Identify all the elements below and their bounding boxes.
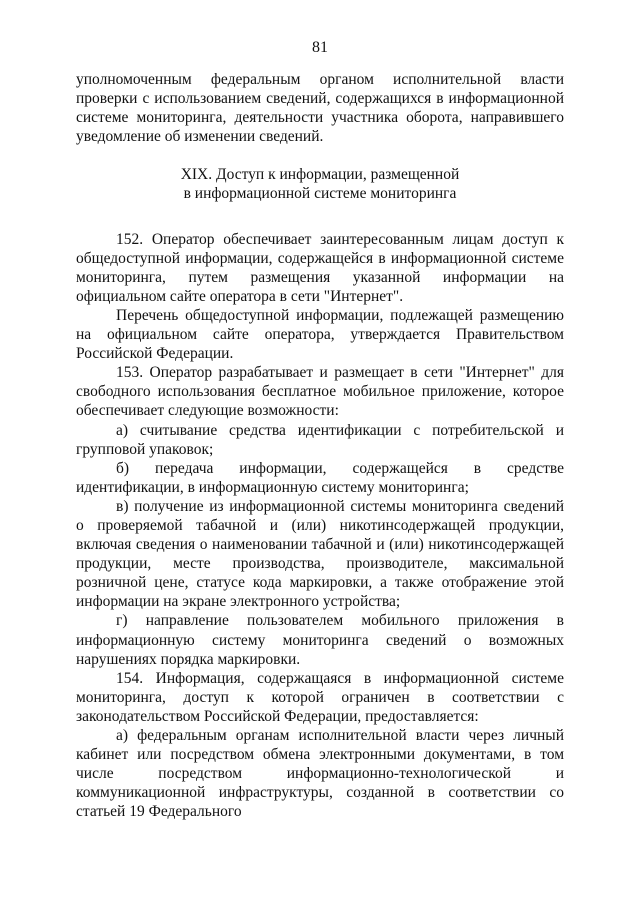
paragraph-153-item-v: в) получение из информационной системы мониторинга сведений о проверяемой табачной и (или) никотинсодержащей продукции, включая сведения о наименовании табачной и (или) никотинсодержащей продукции, месте производства, производителе, максимальной розничной цене, статусе кода маркировки, а также отображение этой информации на экране электронного устройства; — [76, 497, 564, 611]
page-number: 81 — [312, 39, 328, 56]
paragraph-public-info-list: Перечень общедоступной информации, подлежащей размещению на официальном сайте оператора, утверждается Правительством Российской Федерации. — [76, 306, 564, 363]
document-body — [76, 70, 564, 821]
paragraph-153: 153. Оператор разрабатывает и размещает в сети "Интернет" для свободного использования бесплатное мобильное приложение, которое обеспечивает следующие возможности: — [76, 364, 564, 420]
intro-paragraph: уполномоченным федеральным органом исполнительной власти проверки с использованием сведений, содержащихся в информационной системе мониторинга, деятельности участника оборота, направившего уведомление об изменении сведений. — [76, 71, 564, 146]
section-heading — [76, 165, 564, 203]
paragraph-153-item-a: а) считывание средства идентификации с потребительской и групповой упаковок; — [76, 421, 564, 458]
paragraph-154: 154. Информация, содержащаяся в информационной системе мониторинга, доступ к которой ограничен в соответствии с законодательством Российской Федерации, предоставляется: — [76, 669, 564, 725]
paragraph-153-item-b: б) передача информации, содержащейся в средстве идентификации, в информационную систему мониторинга; — [76, 459, 564, 496]
paragraph-154-item-a: а) федеральным органам исполнительной власти через личный кабинет или посредством обмена электронными документами, в том числе посредством информационно-технологической и коммуникационной инфраструктуры, созданной в соответствии со статьей 19 Федерального — [76, 727, 564, 821]
paragraph-152: 152. Оператор обеспечивает заинтересованным лицам доступ к общедоступной информации, содержащейся в информационной системе мониторинга, путем размещения указанной информации на официальном сайте оператора в сети "Интернет". — [76, 230, 564, 305]
section-title-line-2: в информационной системе мониторинга — [183, 185, 457, 203]
section-title-line-1: XIX. Доступ к информации, размещенной — [180, 166, 460, 184]
paragraph-153-item-g: г) направление пользователем мобильного приложения в информационную систему мониторинга сведений о возможных нарушениях порядка маркировки. — [76, 612, 564, 668]
